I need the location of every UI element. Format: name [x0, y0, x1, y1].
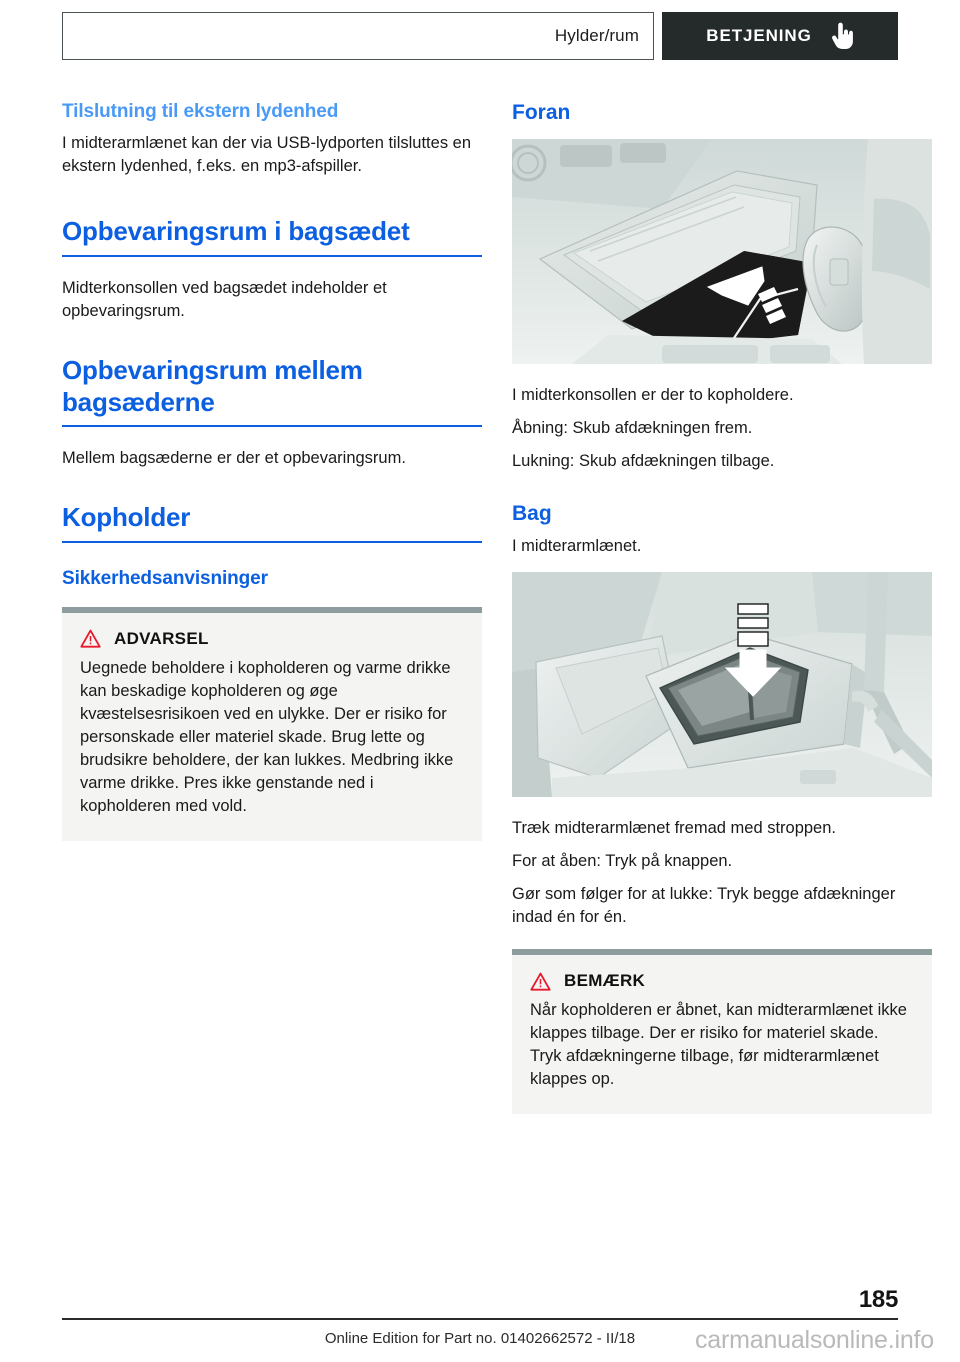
- paragraph-rear-3: Gør som følger for at lukke: Tryk begge afdækninger indad én for én.: [512, 884, 896, 927]
- heading-front: Foran: [512, 101, 571, 124]
- figure-rear-armrest: [512, 572, 932, 797]
- left-column: [62, 100, 482, 841]
- paragraph-between-seats: Mellem bagsæderne er der et opbevaringsrum.: [62, 449, 406, 468]
- warning-box: [62, 607, 482, 841]
- paragraph-external-audio: I midterarmlænet kan der via USB-lydporten tilsluttes en ekstern lydenhed, f.eks. en mp3-afspiller.: [62, 133, 472, 175]
- heading-between-seats: Opbevaringsrum mellem bagsæderne: [62, 355, 482, 427]
- note-box-text: Når kopholderen er åbnet, kan midterarmlænet ikke klappes tilbage. Der er risiko for materiel skade. Tryk afdækningerne tilbage, før midterarmlænet klappes op.: [530, 1001, 907, 1089]
- warning-triangle-icon: [80, 629, 101, 648]
- figure-front-console: [512, 139, 932, 364]
- warning-triangle-icon: [530, 972, 551, 991]
- note-box-title: [530, 971, 914, 991]
- paragraph-rear-1: Træk midterarmlænet fremad med stroppen.: [512, 818, 836, 837]
- paragraph-rear-2: For at åben: Tryk på knappen.: [512, 851, 733, 870]
- heading-external-audio: Tilslutning til ekstern lydenhed: [62, 101, 339, 122]
- pointing-hand-icon: [828, 22, 854, 50]
- page-number: 185: [858, 1286, 898, 1313]
- note-box-label: BEMÆRK: [564, 971, 646, 991]
- section-tab: [662, 12, 898, 60]
- paragraph-rear-storage: Midterkonsollen ved bagsædet indeholder et opbevaringsrum.: [62, 278, 387, 320]
- paragraph-front-1: I midterkonsollen er der to kopholdere.: [512, 386, 794, 405]
- paragraph-front-2: Åbning: Skub afdækningen frem.: [512, 419, 753, 438]
- breadcrumb-label: Hylder/rum: [554, 26, 639, 45]
- header-spacer: [654, 12, 662, 60]
- heading-safety-instructions: Sikkerhedsanvisninger: [62, 568, 268, 590]
- heading-rear-storage: Opbevaringsrum i bagsædet: [62, 216, 482, 257]
- footer-rule: [62, 1318, 898, 1320]
- footer-edition: Online Edition for Part no. 01402662572 - II/18: [324, 1330, 636, 1347]
- heading-cupholder: Kopholder: [62, 502, 482, 543]
- breadcrumb: [62, 12, 654, 60]
- paragraph-rear-intro: I midterarmlænet.: [512, 536, 642, 555]
- page-header: [62, 12, 898, 60]
- warning-box-label: ADVARSEL: [114, 628, 209, 648]
- watermark: carmanualsonline.info: [694, 1326, 934, 1354]
- note-box: [512, 949, 932, 1113]
- warning-box-title: [80, 629, 464, 649]
- right-column: [512, 100, 932, 1114]
- warning-box-text: Uegnede beholdere i kopholderen og varme drikke kan beskadige kopholderen og øge kvæstelsesrisikoen ved en ulykke. Der er risiko for personskade eller materiel skade. Brug lette og brudsikre beholdere, der kan lukkes. Medbring ikke varme drikke. Pres ikke genstande ned i kopholderen med vold.: [80, 658, 454, 816]
- paragraph-front-3: Lukning: Skub afdækningen tilbage.: [512, 452, 775, 471]
- heading-rear: Bag: [512, 502, 552, 526]
- section-tab-label: BETJENING: [706, 26, 812, 45]
